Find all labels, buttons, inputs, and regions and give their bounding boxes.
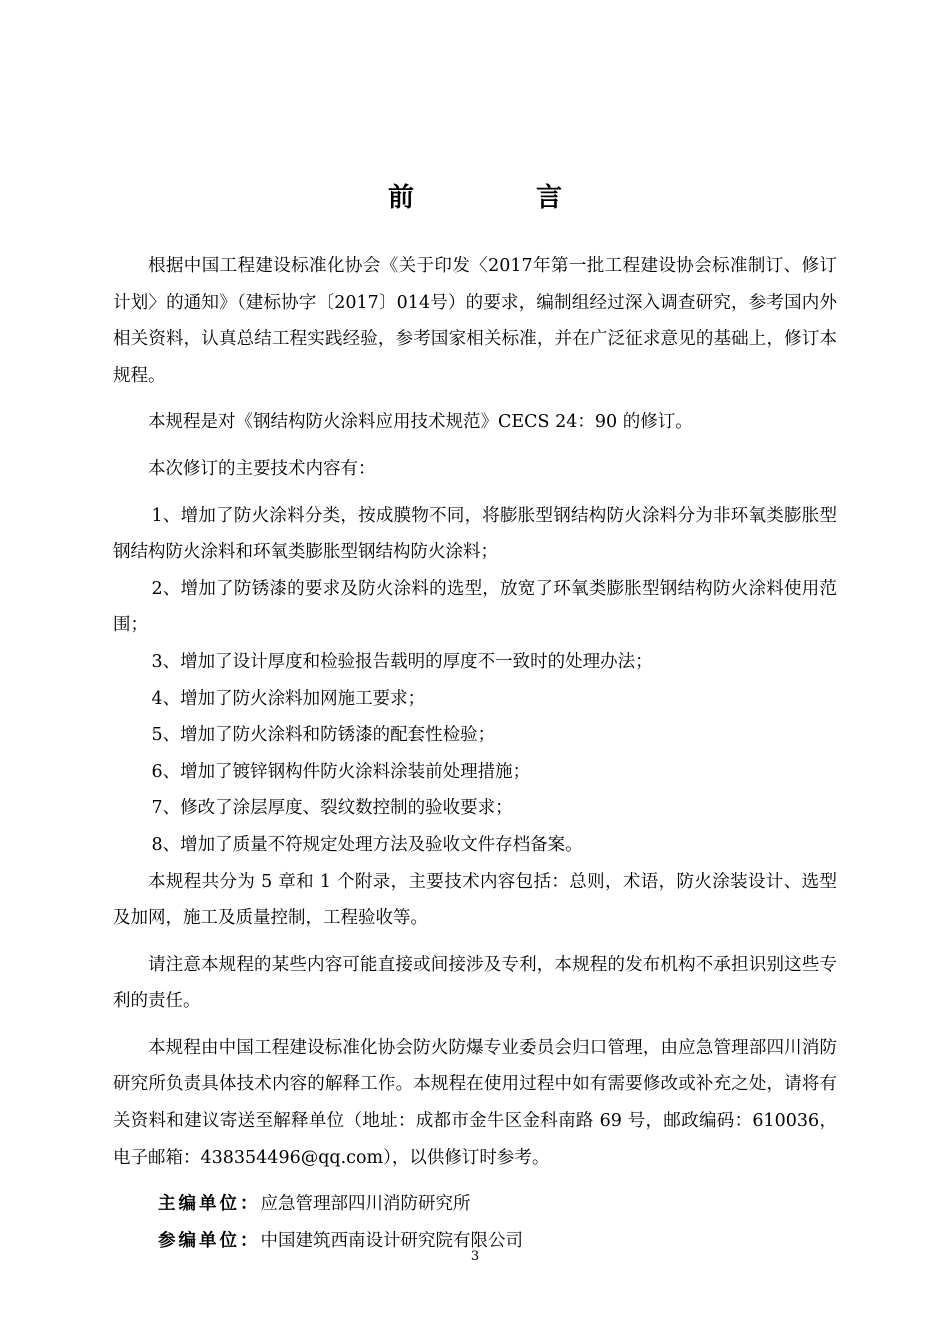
chief-unit-line xyxy=(113,1186,837,1223)
participant-unit-label: 参编单位： xyxy=(158,1230,261,1251)
paragraph-contents-summary: 本规程共分为 5 章和 1 个附录，主要技术内容包括：总则，术语，防火涂装设计、选型及加网，施工及质量控制，工程验收等。 xyxy=(113,871,837,929)
list-item: 8、增加了质量不符规定处理方法及验收文件存档备案。 xyxy=(151,834,583,855)
list-item: 3、增加了设计厚度和检验报告载明的厚度不一致时的处理办法； xyxy=(151,651,653,672)
list-item: 7、修改了涂层厚度、裂纹数控制的验收要求； xyxy=(151,798,513,819)
chief-unit-value: 应急管理部四川消防研究所 xyxy=(260,1194,471,1215)
paragraph-main-changes-intro: 本次修订的主要技术内容有： xyxy=(148,458,376,479)
paragraph-patent-notice: 请注意本规程的某些内容可能直接或间接涉及专利，本规程的发布机构不承担识别这些专利的责任。 xyxy=(113,954,837,1012)
list-item: 1、增加了防火涂料分类，按成膜物不同，将膨胀型钢结构防火涂料分为非环氧类膨胀型钢结构防火涂料和环氧类膨胀型钢结构防火涂料； xyxy=(113,505,837,563)
participant-unit-value: 中国建筑西南设计研究院有限公司 xyxy=(260,1230,523,1251)
chief-unit-label: 主编单位： xyxy=(158,1194,261,1215)
list-item: 6、增加了镀锌钢构件防火涂料涂装前处理措施； xyxy=(151,761,531,782)
page-number: 3 xyxy=(470,1249,480,1264)
paragraph-background: 根据中国工程建设标准化协会《关于印发〈2017年第一批工程建设协会标准制订、修订计划〉的通知》（建标协字〔2017〕014号）的要求，编制组经过深入调查研究，参考国内外相关资料，认真总结工程实践经验，参考国家相关标准，并在广泛征求意见的基础上，修订本规程。 xyxy=(113,256,837,386)
list-item: 4、增加了防火涂料加网施工要求； xyxy=(151,688,426,709)
list-item: 5、增加了防火涂料和防锈漆的配套性检验； xyxy=(151,725,496,746)
list-item: 2、增加了防锈漆的要求及防火涂料的选型，放宽了环氧类膨胀型钢结构防火涂料使用范围； xyxy=(113,578,837,636)
paragraph-revision-of: 本规程是对《钢结构防火涂料应用技术规范》CECS 24：90 的修订。 xyxy=(148,412,693,433)
page-title: 前 言 xyxy=(387,183,610,213)
preface-body xyxy=(113,248,837,1259)
paragraph-management-contact: 本规程由中国工程建设标准化协会防火防爆专业委员会归口管理，由应急管理部四川消防研究所负责具体技术内容的解释工作。本规程在使用过程中如有需要修改或补充之处，请将有关资料和建议寄送至解释单位（地址：成都市金牛区金科南路 69 号，邮政编码：610036，电子邮箱：438354496@qq.com），以供修订时参考。 xyxy=(113,1037,837,1168)
